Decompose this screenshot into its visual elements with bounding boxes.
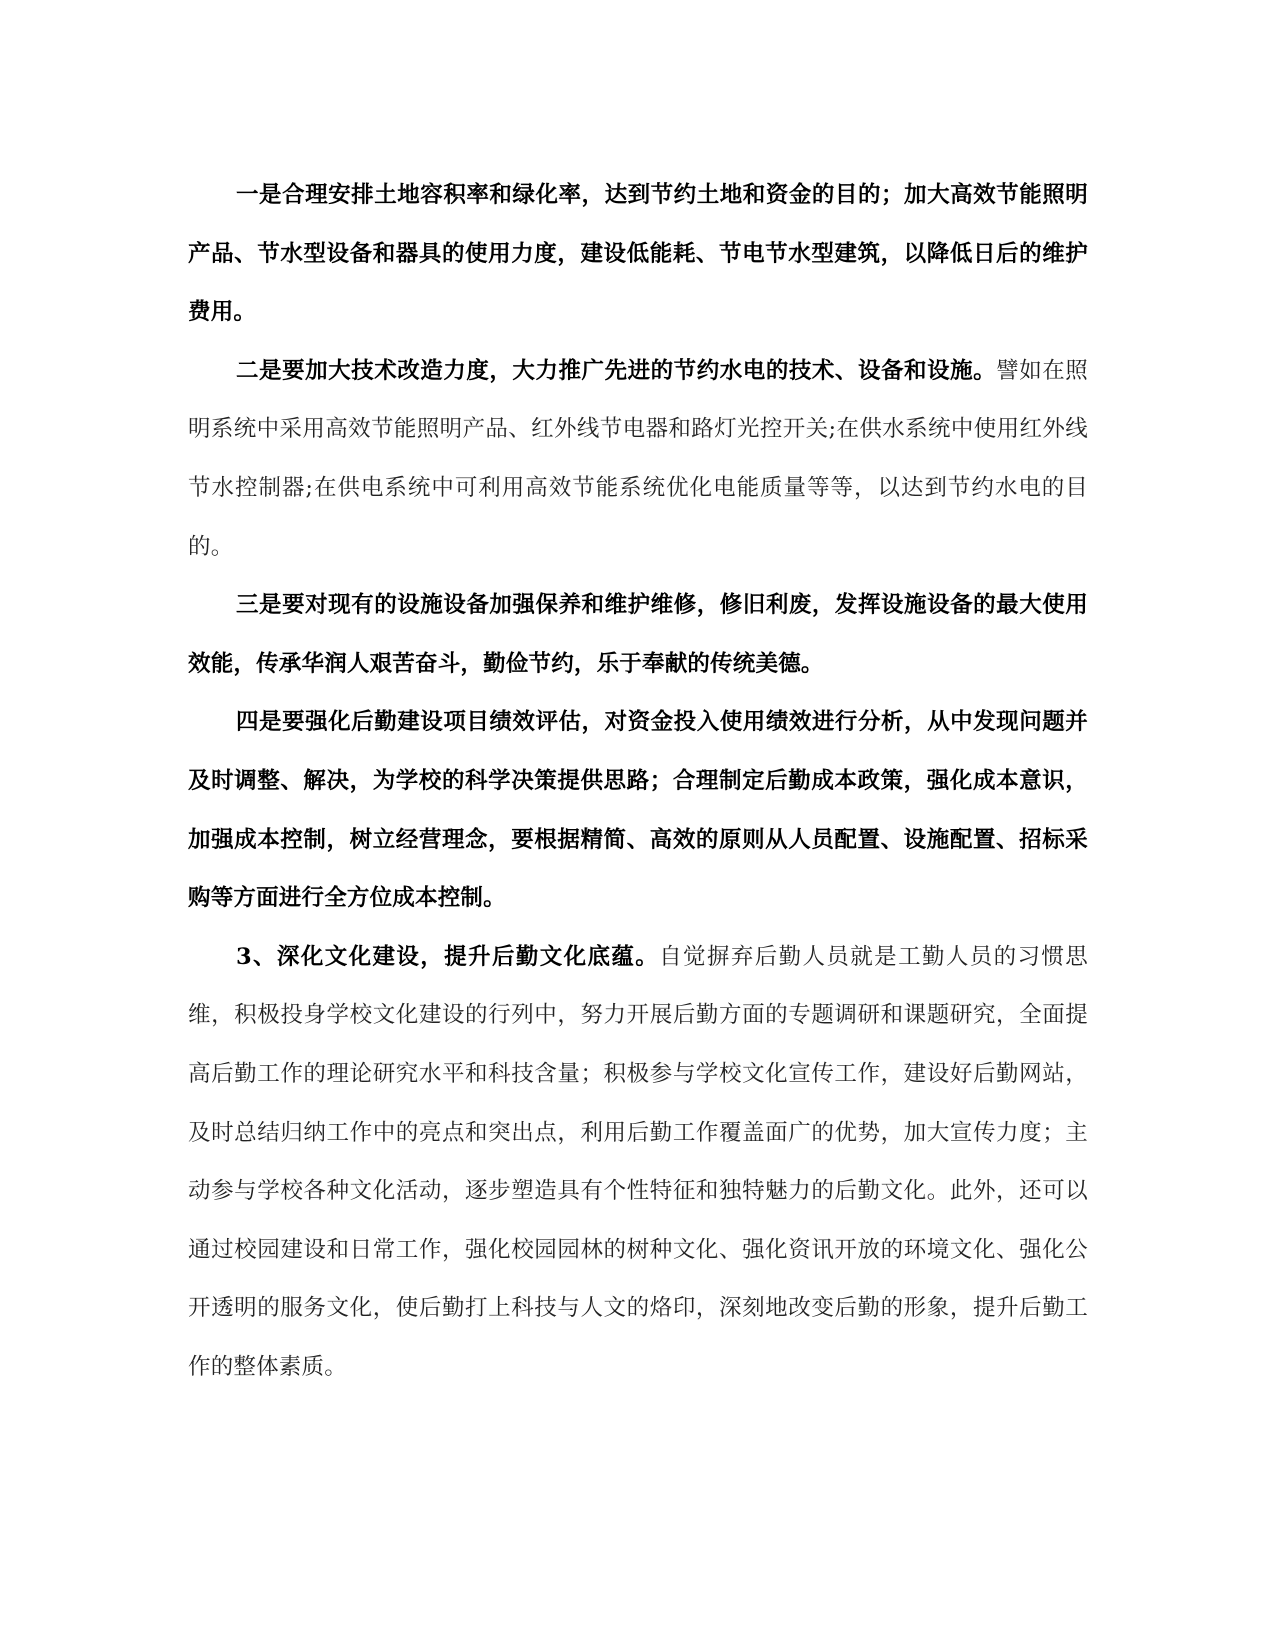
- document-body: [188, 166, 1088, 1396]
- paragraph-2-lead: 二是要加大技术改造力度，大力推广先进的节约水电的技术、设备和设施。: [236, 357, 997, 384]
- paragraph-4-text: 四是要强化后勤建设项目绩效评估，对资金投入使用绩效进行分析，从中发现问题并及时调整、解决，为学校的科学决策提供思路；合理制定后勤成本政策，强化成本意识，加强成本控制，树立经营理念，要根据精简、高效的原则从人员配置、设施配置、招标采购等方面进行全方位成本控制。: [188, 709, 1088, 912]
- paragraph-2-rest: 譬如在照明系统中采用高效节能照明产品、红外线节电器和路灯光控开关;在供水系统中使用红外线节水控制器;在供电系统中可利用高效节能系统优化电能质量等等，以达到节约水电的目的。: [188, 357, 1088, 560]
- paragraph-5-rest: 自觉摒弃后勤人员就是工勤人员的习惯思维，积极投身学校文化建设的行列中，努力开展后勤方面的专题调研和课题研究，全面提高后勤工作的理论研究水平和科技含量；积极参与学校文化宣传工作，建设好后勤网站，及时总结归纳工作中的亮点和突出点，利用后勤工作覆盖面广的优势，加大宣传力度；主动参与学校各种文化活动，逐步塑造具有个性特征和独特魅力的后勤文化。此外，还可以通过校园建设和日常工作，强化校园园林的树种文化、强化资讯开放的环境文化、强化公开透明的服务文化，使后勤打上科技与人文的烙印，深刻地改变后勤的形象，提升后勤工作的整体素质。: [188, 943, 1088, 1380]
- paragraph-1-text: 一是合理安排土地容积率和绿化率，达到节约土地和资金的目的；加大高效节能照明产品、节水型设备和器具的使用力度，建设低能耗、节电节水型建筑，以降低日后的维护费用。: [188, 182, 1088, 326]
- paragraph-5: [188, 928, 1088, 1397]
- paragraph-4: [188, 693, 1088, 927]
- paragraph-3: [188, 576, 1088, 693]
- paragraph-2: [188, 342, 1088, 576]
- paragraph-3-text: 三是要对现有的设施设备加强保养和维护维修，修旧利废，发挥设施设备的最大使用效能，传承华润人艰苦奋斗，勤俭节约，乐于奉献的传统美德。: [188, 592, 1088, 677]
- section-3-heading: 3、深化文化建设，提升后勤文化底蕴。: [236, 943, 660, 970]
- paragraph-1: [188, 166, 1088, 342]
